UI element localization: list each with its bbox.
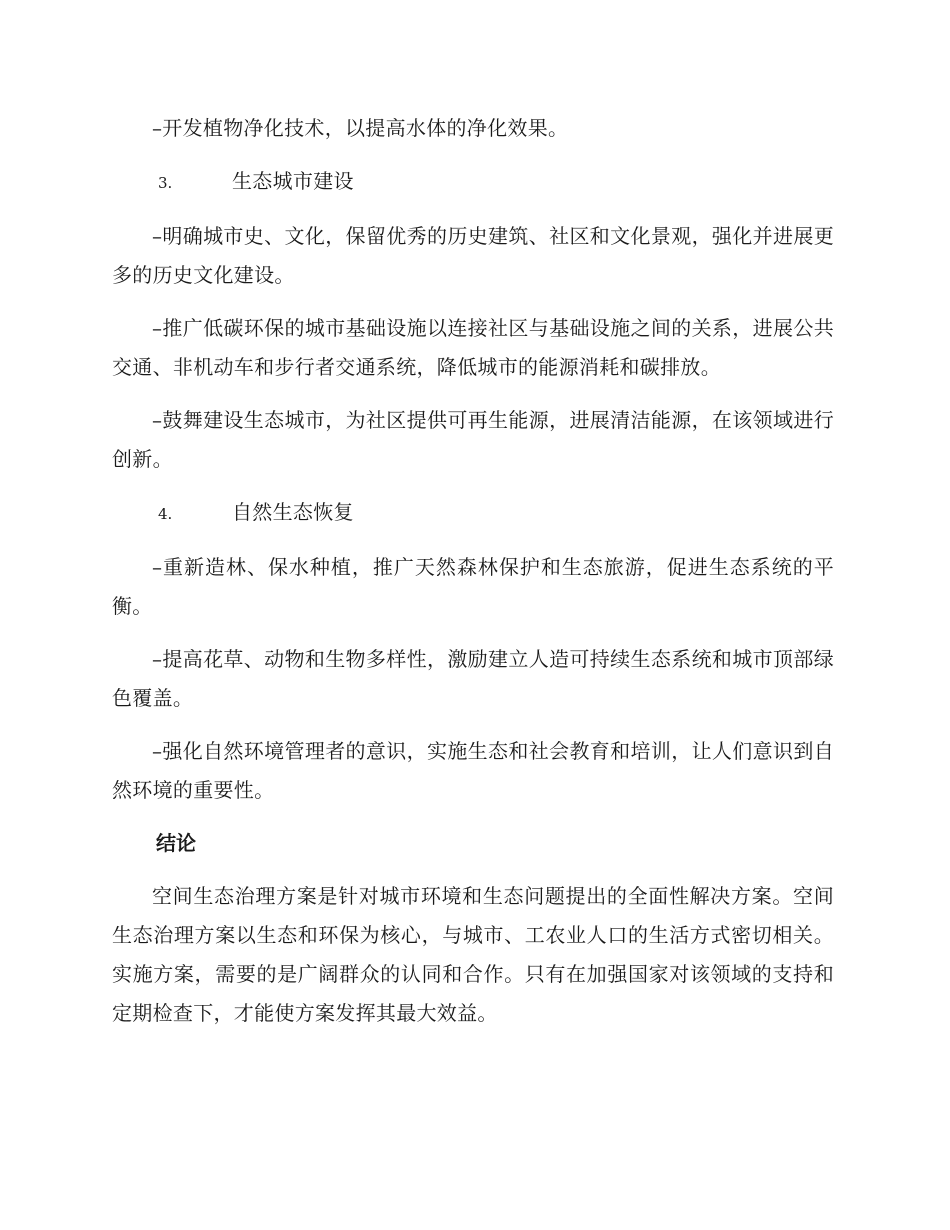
paragraph-low-carbon: –推广低碳环保的城市基础设施以连接社区与基础设施之间的关系，进展公共交通、非机动车和步行者交通系统，降低城市的能源消耗和碳排放。 [112,316,834,379]
section-number: 4. [158,505,173,523]
paragraph-reforestation: –重新造林、保水种植，推广天然森林保护和生态旅游，促进生态系统的平衡。 [112,555,834,618]
document-body [112,109,834,1047]
section-title: 自然生态恢复 [232,500,354,524]
conclusion-heading: 结论 [156,831,196,855]
paragraph-history-culture: –明确城市史、文化，保留优秀的历史建筑、社区和文化景观，强化并进展更多的历史文化建设。 [112,224,834,287]
section-item-4 [112,493,834,534]
section-number: 3. [158,174,173,192]
paragraph-awareness: –强化自然环境管理者的意识，实施生态和社会教育和培训，让人们意识到自然环境的重要性。 [112,739,834,802]
paragraph-conclusion: 空间生态治理方案是针对城市环境和生态问题提出的全面性解决方案。空间生态治理方案以生态和环保为核心，与城市、工农业人口的生活方式密切相关。实施方案，需要的是广阔群众的认同和合作。只有在加强国家对该领域的支持和定期检查下，才能使方案发挥其最大效益。 [112,884,834,1025]
section-item-3 [112,162,834,203]
paragraph-plant-purification: –开发植物净化技术，以提高水体的净化效果。 [152,116,569,140]
section-title: 生态城市建设 [232,169,354,193]
paragraph-biodiversity: –提高花草、动物和生物多样性，激励建立人造可持续生态系统和城市顶部绿色覆盖。 [112,647,834,710]
paragraph-eco-city: –鼓舞建设生态城市，为社区提供可再生能源，进展清洁能源，在该领域进行创新。 [112,408,834,471]
